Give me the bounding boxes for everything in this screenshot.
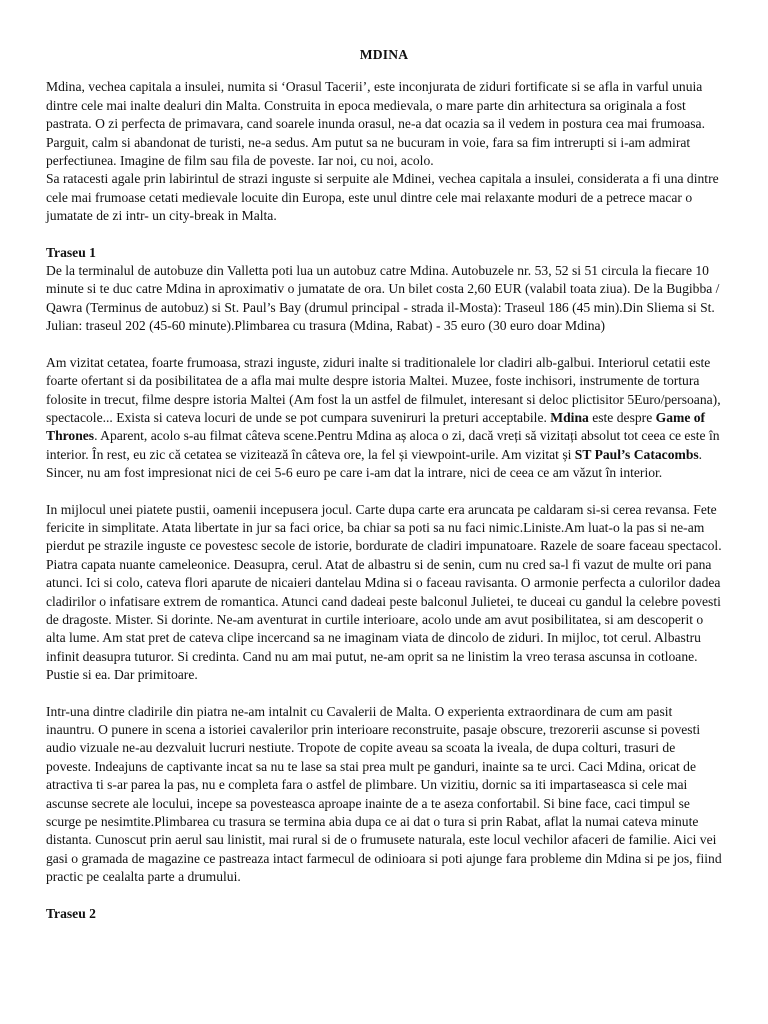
visit-bold-mdina: Mdina <box>550 409 589 425</box>
visit-bold-got: Game of Thrones <box>46 409 706 444</box>
intro-paragraph-1: Mdina, vechea capitala a insulei, numita si ‘Orasul Tacerii’, este inconjurata de ziduri fortificate si se afla in varful unuia dintre cele mai inalte dealuri din Malta. Construita in epoca medievala, o mare parte din arhitectura sa originala a fost pastrata. O zi perfecta de primavara, cand soarele inunda orasul, ne-a dat ocazia sa il vedem in postura cea mai frumoasa. Parguit, calm si abandonat de turisti, ne-a sedus. Am putut sa ne bucuram in voie, fara sa fim intrerupti si i-am admirat perfectiunea. Imagine de film sau fila de poveste. Iar noi, cu noi, acolo. <box>46 79 705 169</box>
visit-text-c: . Aparent, acolo s-au filmat câteva scene.Pentru Mdina aș aloca o zi, dacă vreți să vizitați absolut tot ceea ce este în interior. În rest, eu zic că cetatea se vizitează în câteva ore, la fel și viewpoint-urile. Am vizitat și <box>46 428 720 462</box>
square-paragraph: In mijlocul unei piatete pustii, oamenii incepusera jocul. Carte dupa carte era aruncata pe caldaram si-si cerea revansa. Fete fericite in simplitate. Atata libertate in jur sa faci orice, ba chiar sa poti sa nu faci nimic.Liniste.Am luat-o la pas si ne-am pierdut pe strazile inguste ce povestesc secole de istorie, bordurate de cladiri impunatoare. Razele de soare faceau spectacol. Piatra capata nuante cameleonice. Deasupra, cerul. Atat de albastru si de senin, cum nu cred sa-l fi vazut de multe ori pana atunci. Ici si colo, cateva flori aparute de nicaieri dantelau Mdina si o faceau ravisanta. O armonie perfecta a culorilor dadea cladirilor o infatisare extrem de romantica. Atunci cand dadeai peste balconul Julietei, te duceai cu gandul la celebre povesti de dragoste. Mister. Si dorinte. Ne-am aventurat in curtile interioare, acolo unde am avut posibilitatea, si am descoperit o alta lume. Am stat pret de cateva clipe incercand sa ne imaginam viata de dincolo de ziduri. In mijloc, tot cerul. Albastru infinit deasupra tuturor. Si credinta. Cand nu am mai putut, ne-am oprit sa ne linistim la vreo terasa ascunsa in cotloane. Pustie si ea. Dar primitoare. <box>46 501 722 683</box>
knights-paragraph: Intr-una dintre cladirile din piatra ne-am intalnit cu Cavalerii de Malta. O experienta extraordinara de cum am pasit inauntru. O punere in scena a istoriei cavalerilor prin interioare reconstruite, pasaje obscure, trezorerii ascunse si povesti audio vizuale ne-au dezvaluit lucruri nestiute. Tropote de copite aveau sa scoata la iveala, de dupa colturi, trasuri de poveste. Indeajuns de captivante incat sa nu te lase sa stai prea mult pe ganduri, inainte sa te urci. Caci Mdina, oricat de atractiva ti s-ar parea la pas, nu e completa fara o astfel de plimbare. Un vizitiu, dornic sa iti impartaseasca si cele mai ascunse secrete ale locului, incepe sa povesteasca aproape inainte de a te aseza confortabil. Si bine face, caci timpul se scurge pe nesimtite.Plimbarea cu trasura se termina abia dupa ce ai dat o tura si prin Rabat, aflat la numai cateva minute distanta. Cunoscut prin aerul sau linistit, mai rural si de o frumusete naturala, este locul vechilor afaceri de familie. Aici vei gasi o gramada de magazine ce pastreaza intact farmecul de odinioara si poti ajunge fara probleme din Mdina si pe jos, fiind practic pe cealalta parte a drumului. <box>46 703 722 885</box>
traseu-1-heading: Traseu 1 <box>46 244 96 260</box>
page-title: MDINA <box>359 47 409 62</box>
visit-text-b: este despre <box>588 409 656 425</box>
visit-bold-catacombs: ST Paul’s Catacombs <box>574 446 699 462</box>
visit-paragraph <box>46 354 722 483</box>
traseu-2-heading: Traseu 2 <box>46 905 96 921</box>
traseu-1-paragraph: De la terminalul de autobuze din Valletta poti lua un autobuz catre Mdina. Autobuzele nr. 53, 52 si 51 circula la fiecare 10 minute si te duc catre Mdina in aproximativ o jumatate de ora. Un bilet costa 2,60 EUR (valabil toata ziua). De la Bugibba / Qawra (Terminus de autobuz) si St. Paul’s Bay (drumul principal - strada il-Mosta): Traseul 186 (45 min).Din Sliema si St. Julian: traseul 202 (45-60 minute).Plimbarea cu trasura (Mdina, Rabat) - 35 euro (30 euro doar Mdina) <box>46 263 720 334</box>
visit-text-a: Am vizitat cetatea, foarte frumoasa, strazi inguste, ziduri inalte si traditionalele lor cladiri alb-galbui. Interiorul cetatii este foarte ofertant si da posibilitatea de a afla mai multe despre istoria Maltei. Muzee, foste inchisori, instrumente de tortura folosite in trecut, filme despre istoria Maltei (Am fost la un astfel de filmulet, interesant si deloc plictisitor 5Euro/persoana), spectacole... Exista si cateva locuri de unde se pot cumpara suveniruri la preturi acceptabile. <box>46 354 721 425</box>
intro-paragraph-2: Sa ratacesti agale prin labirintul de strazi inguste si serpuite ale Mdinei, vechea capitala a insulei, considerata a fi una dintre cele mai frumoase cetati medievale locuite din Europa, este unul dintre cele mai relaxante moduri de a petrece macar o jumatate de zi intr- un city-break in Malta. <box>46 171 719 224</box>
visit-text-d: . Sincer, nu am fost impresionat nici de cei 5-6 euro pe care i-am dat la intrare, nici de ceea ce am văzut în interior. <box>46 446 703 481</box>
